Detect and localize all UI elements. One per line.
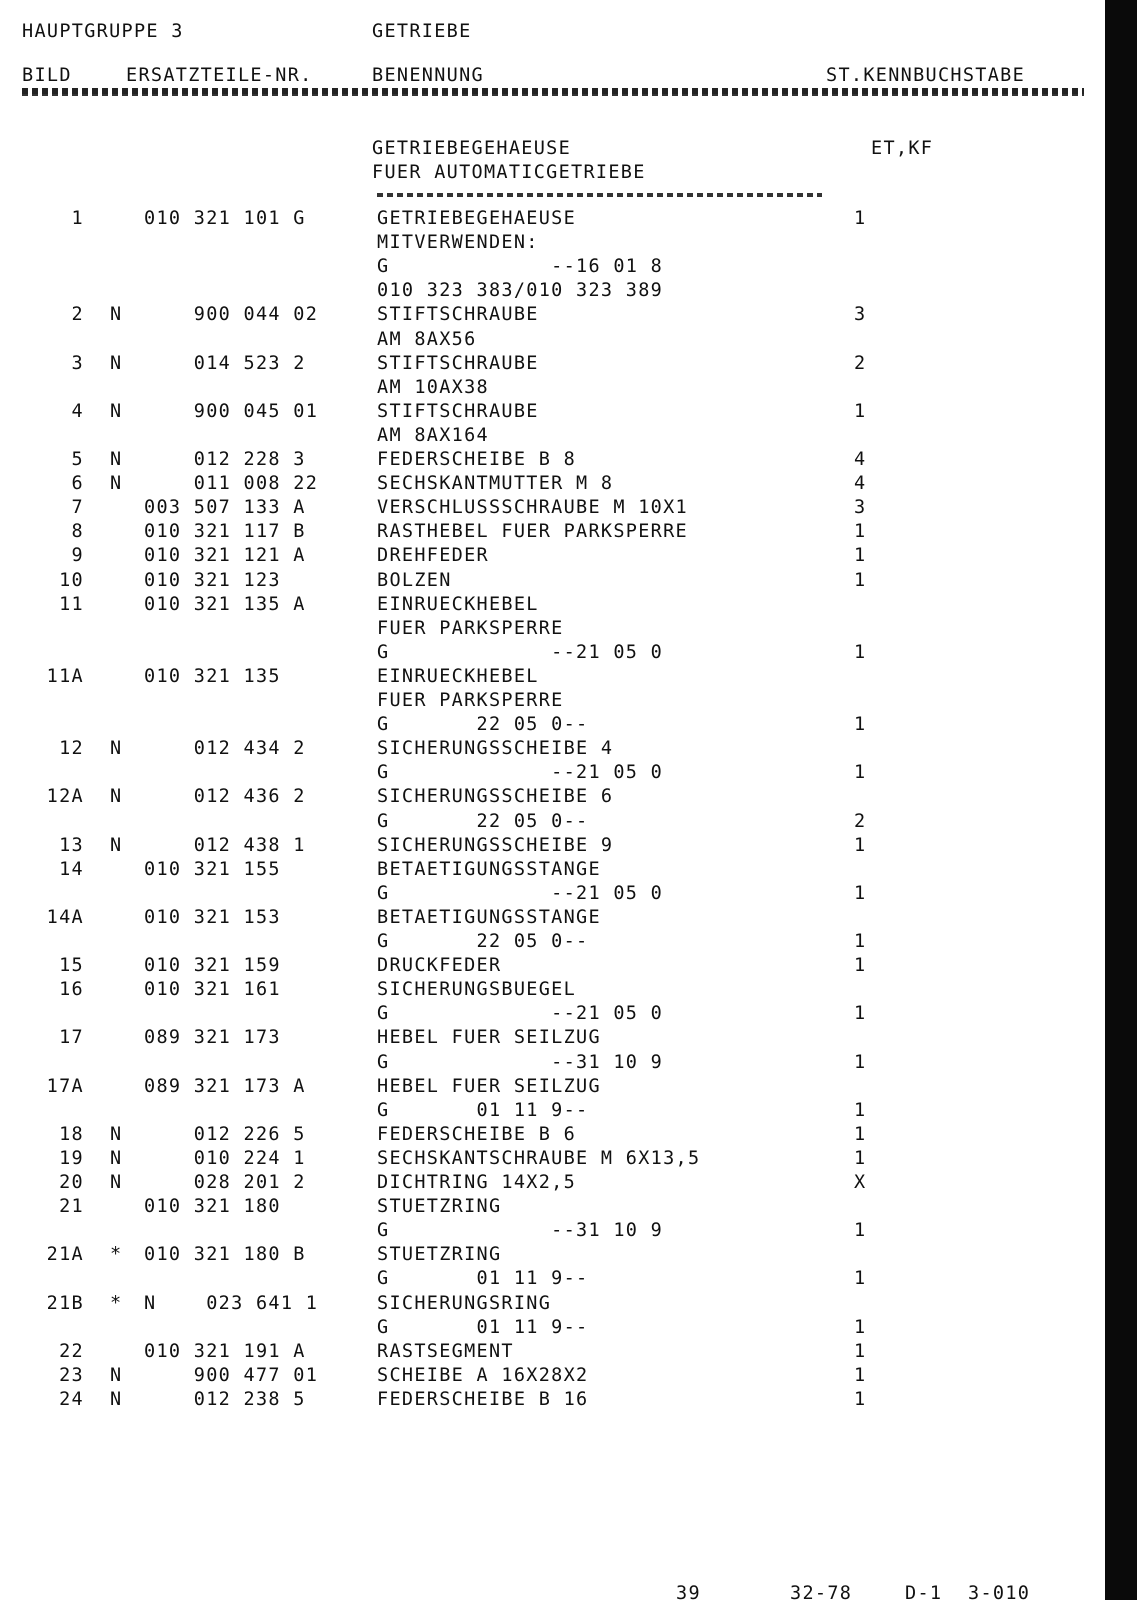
row-description: AM 8AX164: [377, 424, 489, 446]
table-row: [0, 1147, 1100, 1171]
row-mark: N: [110, 1147, 123, 1169]
row-description: SECHSKANTSCHRAUBE M 6X13,5: [377, 1147, 701, 1169]
row-description: G --31 10 9: [377, 1220, 664, 1242]
table-row: [0, 255, 1100, 279]
row-description: G 22 05 0--: [377, 714, 589, 736]
row-quantity: 1: [854, 400, 867, 422]
row-part-number: 010 321 180: [144, 1196, 281, 1218]
row-part-number: 089 321 173 A: [144, 1075, 306, 1097]
row-part-number: 010 321 117 B: [144, 521, 306, 543]
row-position: 23: [59, 1364, 84, 1386]
table-row: [0, 665, 1100, 689]
row-quantity: 1: [854, 545, 867, 567]
footer-reference: 3-010: [968, 1583, 1031, 1604]
group-label: HAUPTGRUPPE 3: [22, 21, 184, 42]
row-position: 1: [71, 208, 84, 229]
table-row: [0, 520, 1100, 544]
row-position: 24: [59, 1388, 84, 1410]
row-description: SICHERUNGSSCHEIBE 4: [377, 738, 614, 760]
row-position: 14: [59, 858, 84, 880]
row-part-number: 900 477 01: [144, 1364, 319, 1386]
row-mark: N: [110, 473, 123, 495]
row-part-number: 089 321 173: [144, 1027, 281, 1049]
row-part-number: 010 224 1: [144, 1147, 306, 1169]
row-description: EINRUECKHEBEL: [377, 593, 539, 615]
row-description: HEBEL FUER SEILZUG: [377, 1027, 601, 1049]
table-row: [0, 1364, 1100, 1388]
row-description: SICHERUNGSSCHEIBE 6: [377, 786, 614, 808]
row-position: 10: [59, 569, 84, 591]
row-description: AM 8AX56: [377, 328, 477, 350]
row-description: FEDERSCHEIBE B 16: [377, 1388, 589, 1410]
row-position: 5: [71, 449, 84, 470]
row-mark: N: [110, 1364, 123, 1386]
row-part-number: 010 321 191 A: [144, 1340, 306, 1362]
row-quantity: 1: [854, 1099, 867, 1121]
table-row: [0, 593, 1100, 617]
row-part-number: 010 321 180 B: [144, 1244, 306, 1266]
row-part-number: 014 523 2: [144, 352, 306, 374]
row-description: BETAETIGUNGSSTANGE: [377, 858, 601, 880]
row-position: 2: [71, 304, 84, 326]
table-row: [0, 737, 1100, 761]
row-description: G --21 05 0: [377, 1003, 664, 1025]
table-row: [0, 544, 1100, 568]
row-description: G --21 05 0: [377, 882, 664, 904]
row-description: FUER PARKSPERRE: [377, 617, 564, 639]
row-description: VERSCHLUSSSCHRAUBE M 10X1: [377, 497, 688, 519]
header-divider: [22, 88, 1084, 94]
row-part-number: 003 507 133 A: [144, 497, 306, 519]
row-description: G --16 01 8: [377, 256, 664, 278]
row-description: G 22 05 0--: [377, 931, 589, 952]
footer-edition: D-1: [905, 1583, 943, 1604]
table-row: [0, 1316, 1100, 1340]
row-part-number: 010 321 155: [144, 858, 281, 880]
row-position: 6: [71, 473, 84, 495]
row-quantity: 1: [854, 1364, 867, 1386]
row-part-number: 900 045 01: [144, 400, 319, 422]
table-row: [0, 472, 1100, 496]
row-position: 9: [71, 545, 84, 567]
row-part-number: 010 321 121 A: [144, 545, 306, 567]
table-row: [0, 1195, 1100, 1219]
row-description: 010 323 383/010 323 389: [377, 280, 664, 302]
row-quantity: 1: [854, 641, 867, 663]
row-description: RASTHEBEL FUER PARKSPERRE: [377, 521, 688, 543]
row-position: 20: [59, 1172, 84, 1193]
table-row: [0, 1075, 1100, 1099]
row-description: SICHERUNGSRING: [377, 1292, 552, 1314]
row-description: STIFTSCHRAUBE: [377, 304, 539, 326]
row-description: SCHEIBE A 16X28X2: [377, 1364, 589, 1386]
column-header-partno: ERSATZTEILE-NR.: [126, 65, 313, 86]
row-mark: N: [110, 449, 123, 470]
row-position: 21: [59, 1196, 84, 1218]
section-title-line2: FUER AUTOMATICGETRIEBE: [372, 162, 646, 183]
table-row: [0, 569, 1100, 593]
row-position: 15: [59, 955, 84, 977]
row-quantity: 1: [854, 1220, 867, 1242]
row-quantity: 1: [854, 955, 867, 977]
row-quantity: 3: [854, 304, 867, 326]
row-position: 12: [59, 738, 84, 760]
table-row: [0, 1267, 1100, 1291]
row-description: G 01 11 9--: [377, 1316, 589, 1338]
table-row: [0, 279, 1100, 303]
row-position: 18: [59, 1123, 84, 1145]
row-part-number: 012 238 5: [144, 1388, 306, 1410]
row-quantity: 1: [854, 1147, 867, 1169]
table-row: [0, 1002, 1100, 1026]
row-part-number: 028 201 2: [144, 1172, 306, 1193]
footer-date: 32-78: [790, 1583, 853, 1604]
row-mark: N: [110, 786, 123, 808]
row-position: 21B: [46, 1292, 84, 1314]
row-position: 16: [59, 979, 84, 1001]
row-quantity: 1: [854, 714, 867, 736]
row-part-number: 010 321 159: [144, 955, 281, 977]
section-underline: [377, 193, 822, 197]
table-row: [0, 400, 1100, 424]
row-description: STIFTSCHRAUBE: [377, 352, 539, 374]
row-quantity: 1: [854, 931, 867, 952]
table-row: [0, 978, 1100, 1002]
row-description: MITVERWENDEN:: [377, 232, 539, 254]
row-description: DICHTRING 14X2,5: [377, 1172, 577, 1193]
row-position: 3: [71, 352, 84, 374]
row-position: 8: [71, 521, 84, 543]
column-header-code: ST.KENNBUCHSTABE: [826, 65, 1026, 86]
section-code: ET,KF: [871, 138, 934, 159]
row-quantity: 1: [854, 1003, 867, 1025]
row-mark: *: [110, 1244, 123, 1266]
table-row: [0, 303, 1100, 327]
table-row: [0, 761, 1100, 785]
row-position: 13: [59, 834, 84, 856]
row-position: 21A: [46, 1244, 84, 1266]
table-row: [0, 207, 1100, 231]
row-description: HEBEL FUER SEILZUG: [377, 1075, 601, 1097]
row-mark: N: [110, 1388, 123, 1410]
row-mark: N: [110, 834, 123, 856]
row-position: 17A: [46, 1075, 84, 1097]
row-quantity: 1: [854, 569, 867, 591]
row-quantity: 1: [854, 762, 867, 784]
table-row: [0, 1123, 1100, 1147]
row-position: 12A: [46, 786, 84, 808]
row-description: STIFTSCHRAUBE: [377, 400, 539, 422]
row-part-number: 011 008 22: [144, 473, 319, 495]
row-quantity: 1: [854, 1268, 867, 1290]
table-row: [0, 231, 1100, 255]
table-row: [0, 1243, 1100, 1267]
table-row: [0, 906, 1100, 930]
row-description: DRUCKFEDER: [377, 955, 502, 977]
table-row: [0, 352, 1100, 376]
row-description: STUETZRING: [377, 1244, 502, 1266]
table-row: [0, 1340, 1100, 1364]
row-quantity: 1: [854, 1316, 867, 1338]
row-description: DREHFEDER: [377, 545, 489, 567]
row-description: SICHERUNGSBUEGEL: [377, 979, 577, 1001]
row-description: GETRIEBEGEHAEUSE: [377, 208, 577, 229]
table-row: [0, 713, 1100, 737]
row-mark: N: [110, 1123, 123, 1145]
row-description: BETAETIGUNGSSTANGE: [377, 906, 601, 928]
table-row: [0, 496, 1100, 520]
row-description: SECHSKANTMUTTER M 8: [377, 473, 614, 495]
row-quantity: 4: [854, 449, 867, 470]
table-row: [0, 448, 1100, 472]
row-quantity: 3: [854, 497, 867, 519]
group-name: GETRIEBE: [372, 21, 472, 42]
row-description: G --21 05 0: [377, 641, 664, 663]
row-quantity: 1: [854, 208, 867, 229]
row-description: G 01 11 9--: [377, 1268, 589, 1290]
row-quantity: 1: [854, 1340, 867, 1362]
row-description: G --31 10 9: [377, 1051, 664, 1073]
row-mark: N: [110, 304, 123, 326]
row-part-number: 010 321 161: [144, 979, 281, 1001]
row-quantity: 2: [854, 352, 867, 374]
row-quantity: 1: [854, 834, 867, 856]
table-row: [0, 834, 1100, 858]
table-row: [0, 376, 1100, 400]
table-row: [0, 328, 1100, 352]
row-part-number: 012 434 2: [144, 738, 306, 760]
column-header-bild: BILD: [22, 65, 72, 86]
row-description: G 22 05 0--: [377, 810, 589, 832]
table-row: [0, 785, 1100, 809]
row-part-number: 010 321 153: [144, 906, 281, 928]
row-quantity: 4: [854, 473, 867, 495]
row-quantity: 1: [854, 882, 867, 904]
table-row: [0, 954, 1100, 978]
table-row: [0, 1051, 1100, 1075]
row-position: 7: [71, 497, 84, 519]
table-row: [0, 689, 1100, 713]
row-part-number: 900 044 02: [144, 304, 319, 326]
row-part-number: 010 321 135 A: [144, 593, 306, 615]
row-mark: N: [110, 738, 123, 760]
row-quantity: 1: [854, 1388, 867, 1410]
row-part-number: 010 321 123: [144, 569, 281, 591]
row-position: 4: [71, 400, 84, 422]
row-position: 11: [59, 593, 84, 615]
row-description: G --21 05 0: [377, 762, 664, 784]
row-part-number: 012 436 2: [144, 786, 306, 808]
scan-edge-bar: [1105, 0, 1137, 1600]
table-row: [0, 641, 1100, 665]
row-position: 22: [59, 1340, 84, 1362]
row-mark: N: [110, 1172, 123, 1193]
table-row: [0, 858, 1100, 882]
row-position: 11A: [46, 665, 84, 687]
row-description: FEDERSCHEIBE B 6: [377, 1123, 577, 1145]
table-row: [0, 1292, 1100, 1316]
row-description: EINRUECKHEBEL: [377, 665, 539, 687]
row-quantity: 1: [854, 521, 867, 543]
row-quantity: 2: [854, 810, 867, 832]
row-position: 14A: [46, 906, 84, 928]
row-description: RASTSEGMENT: [377, 1340, 514, 1362]
row-quantity: X: [854, 1172, 867, 1193]
row-description: SICHERUNGSSCHEIBE 9: [377, 834, 614, 856]
table-row: [0, 424, 1100, 448]
table-row: [0, 882, 1100, 906]
table-row: [0, 1171, 1100, 1195]
row-description: G 01 11 9--: [377, 1099, 589, 1121]
row-description: FEDERSCHEIBE B 8: [377, 449, 577, 470]
table-row: [0, 1099, 1100, 1123]
row-part-number: 012 228 3: [144, 449, 306, 470]
row-part-number: N 023 641 1: [144, 1292, 319, 1314]
table-row: [0, 1219, 1100, 1243]
row-position: 19: [59, 1147, 84, 1169]
footer-page-number: 39: [676, 1583, 701, 1604]
row-mark: *: [110, 1292, 123, 1314]
row-part-number: 012 438 1: [144, 834, 306, 856]
table-row: [0, 930, 1100, 954]
table-row: [0, 617, 1100, 641]
row-part-number: 010 321 101 G: [144, 208, 306, 229]
row-part-number: 010 321 135: [144, 665, 281, 687]
row-description: AM 10AX38: [377, 376, 489, 398]
row-quantity: 1: [854, 1051, 867, 1073]
table-row: [0, 1388, 1100, 1412]
column-header-name: BENENNUNG: [372, 65, 484, 86]
row-description: BOLZEN: [377, 569, 452, 591]
row-part-number: 012 226 5: [144, 1123, 306, 1145]
row-mark: N: [110, 400, 123, 422]
table-row: [0, 1026, 1100, 1050]
section-title-line1: GETRIEBEGEHAEUSE: [372, 138, 572, 159]
row-mark: N: [110, 352, 123, 374]
row-description: FUER PARKSPERRE: [377, 690, 564, 711]
row-quantity: 1: [854, 1123, 867, 1145]
row-position: 17: [59, 1027, 84, 1049]
row-description: STUETZRING: [377, 1196, 502, 1218]
table-row: [0, 810, 1100, 834]
